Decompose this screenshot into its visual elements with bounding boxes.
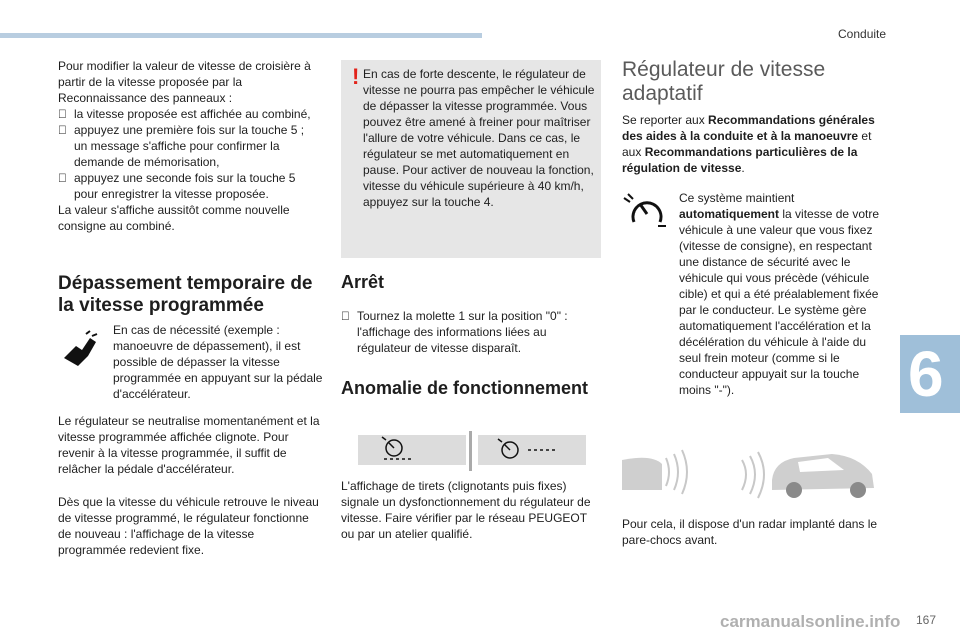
left-column (58, 58, 320, 234)
adaptive-icon-text (679, 190, 885, 398)
anomaly-heading: Anomalie de fonctionnement (341, 378, 589, 398)
chapter-tab (900, 335, 960, 413)
overtake-heading: Dépassement temporaire de la vitesse programmée (58, 273, 313, 316)
ref-link-general: Recommandations générales des aides à la conduite et à la manoeuvre (622, 113, 875, 143)
hand-pedal-icon (60, 328, 102, 375)
stop-heading: Arrêt (341, 272, 385, 292)
speedometer-dashes-icon (478, 435, 586, 465)
section-name: Conduite (838, 27, 887, 41)
radar-illustration (622, 440, 884, 505)
ref-text-end: . (741, 161, 745, 175)
ref-text: Se reporter aux (622, 113, 709, 127)
adaptive-reference (622, 112, 884, 176)
overtake-icon-text: En cas de nécessité (exemple : manoeuvre de dépassement), il est possible de dépasser la vitesse programmée en appuyant sur la pédale d'accélérateur. (113, 323, 323, 401)
watermark: carmanualsonline.info (720, 612, 901, 631)
bullet-1: la vitesse proposée est affichée au combiné, (74, 107, 311, 121)
stop-section (341, 272, 601, 292)
outro-text: La valeur s'affiche aussitôt comme nouvelle consigne au combiné. (58, 203, 290, 233)
warning-text: En cas de forte descente, le régulateur de vitesse ne pourra pas empêcher le véhicule de dépasser la vitesse programmée. Vous pouvez être amené à freiner pour maîtriser l'allure de votre véhicule. Dans ce cas, le régulateur se met automatiquement en pause. Pour activer de nouveau la fonction, vitesse du véhicule supérieure à 40 km/h, appuyez sur la touche 4. (363, 67, 595, 209)
ref-text-mid: et aux (622, 129, 872, 159)
adaptive-title: Régulateur de vitesse adaptatif (622, 58, 826, 105)
intro-text: Pour modifier la valeur de vitesse de croisière à partir de la vitesse proposée par la Reconnaissance des panneaux : (58, 59, 311, 105)
speedometer-dashes-icon (358, 435, 466, 465)
bullet-3: appuyez une seconde fois sur la touche 5 pour enregistrer la vitesse proposée. (74, 171, 296, 201)
ref-link-speed: Recommandations particulières de la régulation de vitesse (622, 145, 858, 175)
header-bar (0, 33, 482, 38)
icon-text-bold: automatiquement (679, 207, 780, 221)
overtake-para-1: Le régulateur se neutralise momentanément et la vitesse programmée affichée clignote. Pour revenir à la vitesse programmée, il suffit de relâcher la pédale d'accélérateur. (58, 414, 320, 476)
overtake-section (58, 273, 323, 317)
warning-icon: ! (352, 64, 360, 89)
stop-text (341, 308, 599, 356)
stop-bullet: Tournez la molette 1 sur la position "0" : l'affichage des informations liées au régulateur de vitesse disparaît. (357, 309, 568, 355)
overtake-para-2: Dès que la vitesse du véhicule retrouve le niveau de vitesse programmé, le régulateur fonctionne de nouveau : l'affichage de la vitesse programmée redevient fixe. (58, 495, 319, 557)
icon-text-pre: Ce système maintient (679, 191, 795, 205)
anomaly-section (341, 378, 601, 398)
icon-text-post: la vitesse de votre véhicule à une valeur que vous fixez (vitesse de consigne), en respectant une distance de sécurité avec le véhicule qui vous précède (véhicule cible) et qui a été préalablement fixée par le conducteur. Le système gère automatiquement l'accélération et la décélération du véhicule à l'aide du seul frein moteur (comme si le conducteur appuyait sur la touche moins "-"). (679, 207, 880, 397)
page-number: 167 (916, 613, 937, 627)
bullet-2: appuyez une première fois sur la touche 5 ; un message s'affiche pour confirmer la demande de mémorisation, (74, 123, 305, 169)
anomaly-text: L'affichage de tirets (clignotants puis fixes) signale un dysfonctionnement du régulateur de vitesse. Faire vérifier par le réseau PEUGEOT ou par un atelier qualifié. (341, 479, 591, 541)
radar-text: Pour cela, il dispose d'un radar implanté dans le pare-chocs avant. (622, 517, 878, 547)
cruise-display-fixed (478, 435, 586, 465)
adaptive-cruise-icon (622, 192, 668, 237)
chapter-number: 6 (908, 338, 944, 410)
display-divider (469, 431, 472, 471)
cruise-display-blink (358, 435, 466, 465)
adaptive-section (622, 58, 882, 106)
